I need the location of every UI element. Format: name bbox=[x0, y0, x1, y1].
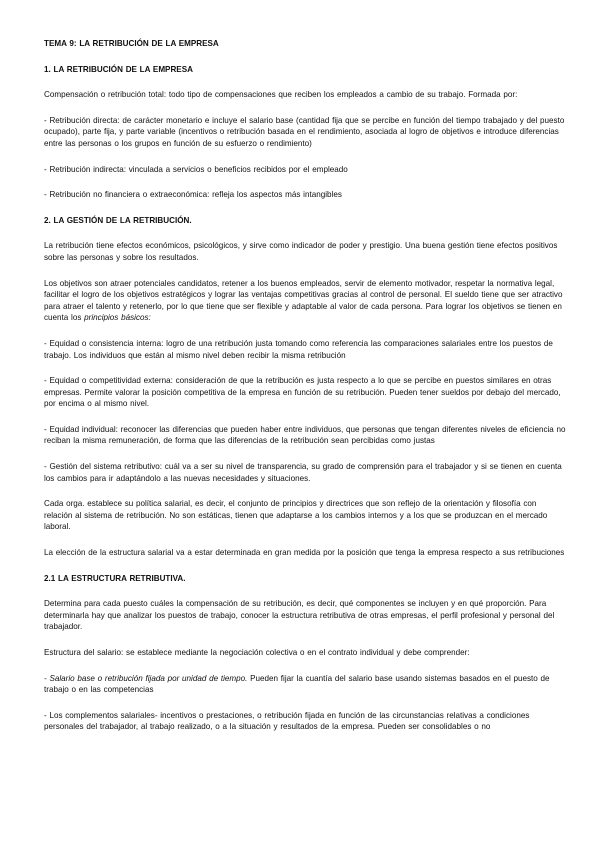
paragraph-equidad-externa: - Equidad o competitividad externa: consideración de que la retribución es justa respecto a lo que se percibe en puestos similares en otras empresas. Permite valorar la posición competitiva de la empresa en función de su retribución. Pueden tener sueldos por debajo del mercado, por encima o al mismo nivel. bbox=[44, 376, 561, 409]
section-2-heading: 2. LA GESTIÓN DE LA RETRIBUCIÓN. bbox=[44, 215, 192, 225]
paragraph-objetivos-italic: principios básicos: bbox=[84, 313, 151, 323]
document-page bbox=[44, 38, 566, 747]
paragraph-cada-orga: Cada orga. establece su política salarial, es decir, el conjunto de principios y directrices que son reflejo de la orientación y filosofía con relación al sistema de retribución. No son estáticas, tienen que adaptarse a los cambios internos y a los que se produzcan en el mercado laboral. bbox=[44, 499, 548, 532]
section-1-heading: 1. LA RETRIBUCIÓN DE LA EMPRESA bbox=[44, 64, 193, 74]
paragraph-complementos: - Los complementos salariales- incentivos o prestaciones, o retribución fijada en función de las circunstancias relativas a condiciones personales del trabajador, al trabajo realizado, o a la situación y resultados de la empresa. Pueden ser consolidables o no bbox=[44, 710, 530, 732]
paragraph-retribucion-indirecta: - Retribución indirecta: vinculada a servicios o beneficios recibidos por el empleado bbox=[44, 164, 348, 174]
paragraph-gestion-sistema: - Gestión del sistema retributivo: cuál va a ser su nivel de transparencia, su grado de comprensión para el trabajador y si se tienen en cuenta los cambios para ir adaptándolo a las nuevas necesidades y situaciones. bbox=[44, 462, 562, 483]
paragraph-equidad-individual: - Equidad individual: reconocer las diferencias que pueden haber entre individuos, que personas que tengan diferentes niveles de eficiencia no reciban la misma remuneración, de forma que las diferencias de la retribución sean percibidas como justas bbox=[44, 424, 566, 446]
section-2-1-heading: 2.1 LA ESTRUCTURA RETRIBUTIVA. bbox=[44, 573, 186, 583]
paragraph-salario-base bbox=[44, 673, 566, 696]
paragraph-efectos: La retribución tiene efectos económicos, psicológicos, y sirve como indicador de poder y prestigio. Una buena gestión tiene efectos positivos sobre las personas y sobre los resultados. bbox=[44, 241, 558, 262]
paragraph-eleccion: La elección de la estructura salarial va a estar determinada en gran medida por la posición que tenga la empresa respecto a sus retribuciones bbox=[44, 548, 565, 558]
paragraph-retribucion-directa: - Retribución directa: de carácter monetario e incluye el salario base (cantidad fija que se percibe en función del tiempo trabajado y del puesto ocupado), parte fija, y parte variable (incentivos o retribución basada en el rendimiento, asociada al logro de objetivos e introduce diferencias entre las personas o los grupos en función de su esfuerzo o rendimiento) bbox=[44, 115, 565, 148]
paragraph-retribucion-no-financiera: - Retribución no financiera o extraeconómica: refleja los aspectos más intangibles bbox=[44, 190, 342, 200]
document-title: TEMA 9: LA RETRIBUCIÓN DE LA EMPRESA bbox=[44, 39, 219, 48]
paragraph-objetivos bbox=[44, 278, 566, 324]
paragraph-objetivos-text: Los objetivos son atraer potenciales candidatos, retener a los buenos empleados, servir de elemento motivador, respetar la normativa legal, facilitar el logro de los objetivos estratégicos y lograr las ventajas competitivas gracias al control de personal. El sueldo tiene que ser atractivo para atraer el talento y retenerlo, por lo que tiene que ser flexible y adaptable al valor de cada persona. Para lograr los objetivos se tienen en cuenta los bbox=[44, 278, 563, 323]
paragraph-salario-base-italic: - Salario base o retribución fijada por unidad de tiempo. bbox=[44, 673, 248, 683]
paragraph-salario-base-text: Pueden fijar la cuantía del salario base usando sistemas basados en el puesto de trabajo o en las competencias bbox=[44, 673, 550, 695]
paragraph-compensacion: Compensación o retribución total: todo tipo de compensaciones que reciben los empleados a cambio de su trabajo. Formada por: bbox=[44, 90, 518, 100]
paragraph-determina: Determina para cada puesto cuáles la compensación de su retribución, es decir, qué componentes se incluyen y en qué proporción. Para determinarla hay que analizar los puestos de trabajo, conocer la estructura retributiva de otras empresas, el perfil profesional y personal del trabajador. bbox=[44, 599, 555, 632]
paragraph-equidad-interna: - Equidad o consistencia interna: logro de una retribución justa tomando como referencia las comparaciones salariales entre los puestos de trabajo. Los individuos que están al mismo nivel deben recibir la misma retribución bbox=[44, 338, 553, 360]
paragraph-estructura: Estructura del salario: se establece mediante la negociación colectiva o en el contrato individual y debe comprender: bbox=[44, 648, 470, 657]
